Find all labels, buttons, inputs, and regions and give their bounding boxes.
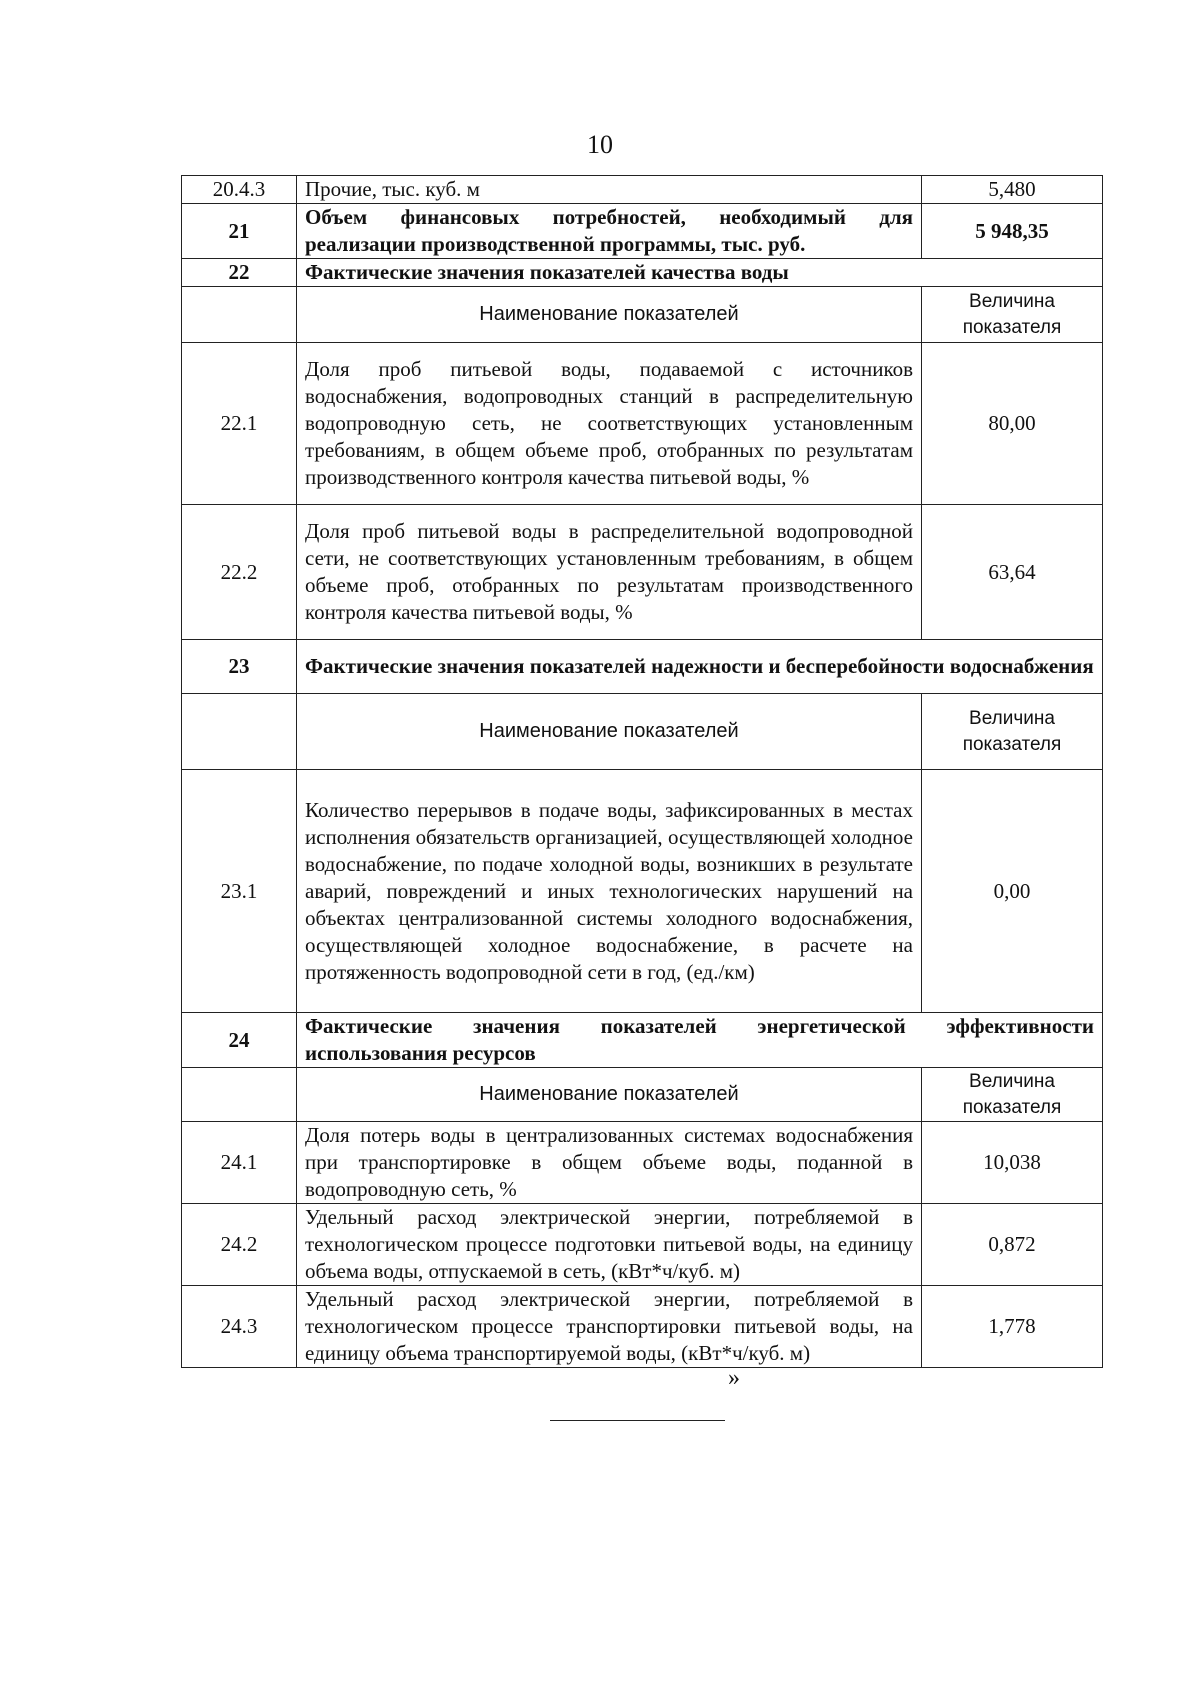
column-header-value: Величина показателя: [922, 1068, 1103, 1122]
empty-cell: [182, 694, 297, 770]
table-row: [182, 770, 1103, 1013]
table-row: [182, 1204, 1103, 1286]
closing-quote: »: [728, 1365, 740, 1391]
row-description: Удельный расход электрической энергии, потребляемой в технологическом процессе подготовки питьевой воды, на единицу объема воды, отпускаемой в сеть, (кВт*ч/куб. м): [297, 1204, 922, 1286]
row-number: 24.3: [182, 1286, 297, 1368]
row-value: 5,480: [922, 176, 1103, 204]
row-number: 21: [182, 204, 297, 259]
row-value: 10,038: [922, 1122, 1103, 1204]
column-header-name: Наименование показателей: [297, 694, 922, 770]
empty-cell: [182, 287, 297, 343]
column-header-row: [182, 287, 1103, 343]
row-value: 0,872: [922, 1204, 1103, 1286]
section-number: 22: [182, 259, 297, 287]
row-description: Удельный расход электрической энергии, потребляемой в технологическом процессе транспортировки питьевой воды, на единицу объема транспортируемой воды, (кВт*ч/куб. м): [297, 1286, 922, 1368]
section-row: [182, 1013, 1103, 1068]
column-header-name: Наименование показателей: [297, 287, 922, 343]
page-number: 10: [587, 130, 613, 159]
row-value: 0,00: [922, 770, 1103, 1013]
indicators-table: [181, 175, 1103, 1368]
table-row: [182, 505, 1103, 640]
row-description: Доля проб питьевой воды, подаваемой с источников водоснабжения, водопроводных станций в распределительную водопроводную сеть, не соответствующих установленным требованиям, в общем объеме проб, отобранных по результатам производственного контроля качества питьевой воды, %: [297, 343, 922, 505]
table-row: [182, 343, 1103, 505]
column-header-row: [182, 1068, 1103, 1122]
row-description: Прочие, тыс. куб. м: [297, 176, 922, 204]
row-value: 63,64: [922, 505, 1103, 640]
row-number: 22.2: [182, 505, 297, 640]
row-description: Доля потерь воды в централизованных системах водоснабжения при транспортировке в общем объеме воды, поданной в водопроводную сеть, %: [297, 1122, 922, 1204]
row-description: Количество перерывов в подаче воды, зафиксированных в местах исполнения обязательств организацией, осуществляющей холодное водоснабжение, по подаче холодной воды, возникших в результате аварий, повреждений и иных технологических нарушений на объектах централизованной системы холодного водоснабжения, осуществляющей холодное водоснабжение, в расчете на протяженность водопроводной сети в год, (ед./км): [297, 770, 922, 1013]
empty-cell: [182, 1068, 297, 1122]
table-row: [182, 1122, 1103, 1204]
row-number: 24.1: [182, 1122, 297, 1204]
row-value: 1,778: [922, 1286, 1103, 1368]
column-header-name: Наименование показателей: [297, 1068, 922, 1122]
table-row: [182, 1286, 1103, 1368]
row-number: 22.1: [182, 343, 297, 505]
row-value: 80,00: [922, 343, 1103, 505]
row-number: 24.2: [182, 1204, 297, 1286]
section-title: Фактические значения показателей качества воды: [297, 259, 1103, 287]
table-row: [182, 176, 1103, 204]
section-number: 24: [182, 1013, 297, 1068]
column-header-value: Величина показателя: [922, 694, 1103, 770]
section-number: 23: [182, 640, 297, 694]
table-row: [182, 204, 1103, 259]
row-number: 20.4.3: [182, 176, 297, 204]
section-row: [182, 259, 1103, 287]
section-title: Фактические значения показателей надежности и бесперебойности водоснабжения: [297, 640, 1103, 694]
section-row: [182, 640, 1103, 694]
row-number: 23.1: [182, 770, 297, 1013]
row-description: Объем финансовых потребностей, необходимый для реализации производственной программы, тыс. руб.: [297, 204, 922, 259]
column-header-row: [182, 694, 1103, 770]
row-description: Доля проб питьевой воды в распределительной водопроводной сети, не соответствующих установленным требованиям, в общем объеме проб, отобранных по результатам производственного контроля качества питьевой воды, %: [297, 505, 922, 640]
row-value: 5 948,35: [922, 204, 1103, 259]
end-divider-line: [550, 1420, 725, 1421]
column-header-value: Величина показателя: [922, 287, 1103, 343]
section-title: Фактические значения показателей энергетической эффективности использования ресурсов: [297, 1013, 1103, 1068]
